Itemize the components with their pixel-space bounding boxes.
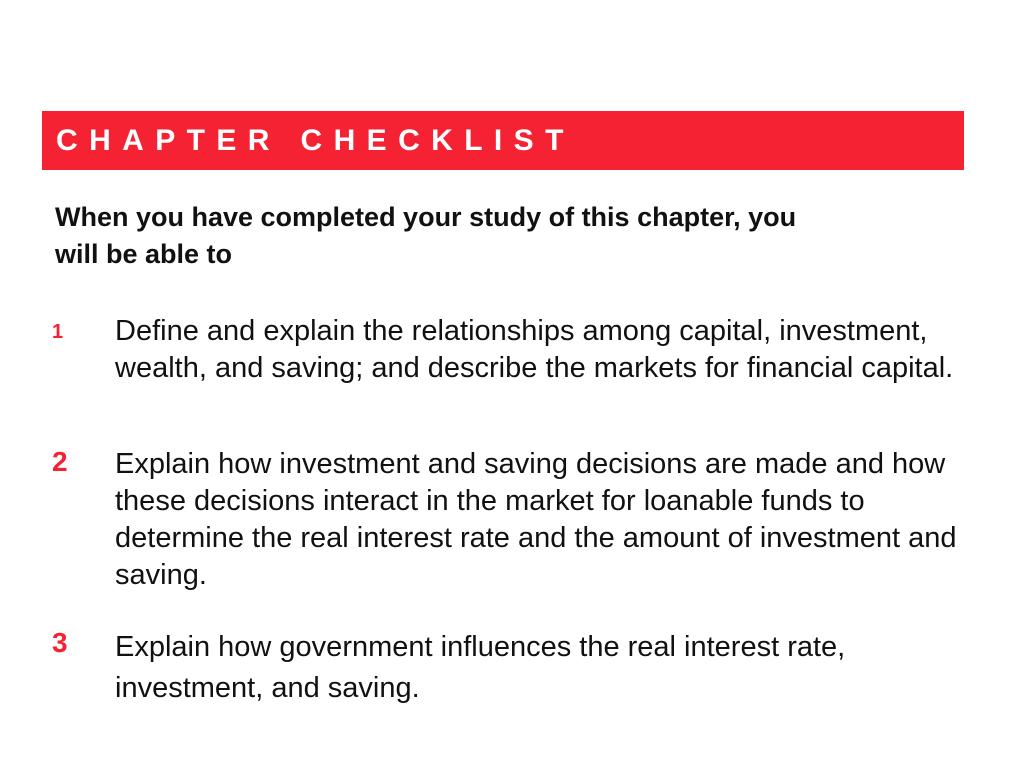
objective-text-2: Explain how investment and saving decisions are made and how these decisions interact in the market for loanable funds to determine the real interest rate and the amount of investment and saving. [115, 448, 957, 591]
objective-number-3: 3 [52, 627, 68, 658]
objective-text-1: Define and explain the relationships among capital, investment, wealth, and saving; and describe the markets for financial capital. [115, 315, 954, 384]
objective-text-3: Explain how government influences the real interest rate, investment, and saving. [115, 631, 846, 704]
objective-number-1: 1 [52, 321, 64, 343]
intro-text: When you have completed your study of this chapter, you will be able to [55, 202, 797, 269]
banner-title: CHAPTER CHECKLIST [56, 123, 575, 157]
objective-number-2: 2 [52, 446, 68, 477]
